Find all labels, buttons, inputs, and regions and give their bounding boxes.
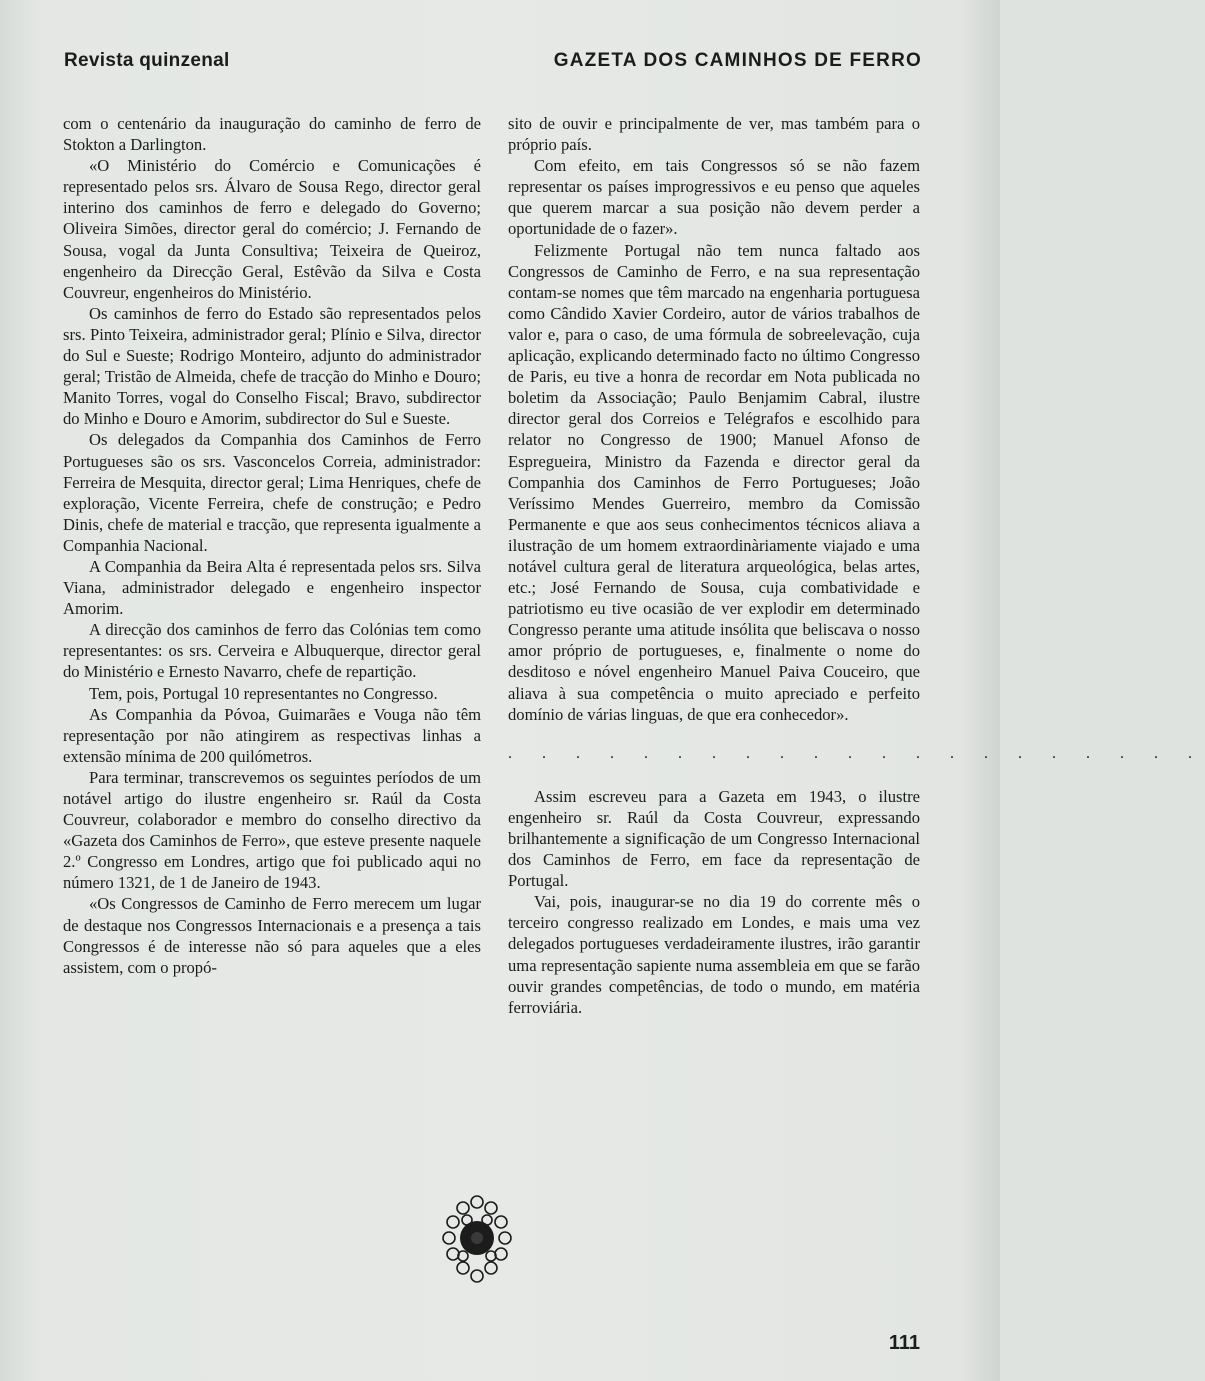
paragraph: Para terminar, transcrevemos os seguintes períodos de um notável artigo do ilustre engenheiro sr. Raúl da Costa Couvreur, colaborador e membro do conselho directivo da «Gazeta dos Caminhos de Ferro», que esteve presente naquele 2.º Congresso em Londres, artigo que foi publicado aqui no número 1321, de 1 de Janeiro de 1943. — [63, 767, 481, 893]
paragraph: As Companhia da Póvoa, Guimarães e Vouga não têm representação por não atingirem as respectivas linhas a extensão mínima de 200 quilómetros. — [63, 704, 481, 766]
section-separator: . . . . . . . . . . . . . . . . . . . . . — [508, 744, 1205, 762]
ornament-icon — [441, 1190, 513, 1290]
paragraph: Tem, pois, Portugal 10 representantes no Congresso. — [89, 683, 438, 703]
header-left-title: Revista quinzenal — [64, 50, 230, 71]
paragraph: Assim escreveu para a Gazeta em 1943, o ilustre engenheiro sr. Raúl da Costa Couvreur, expressando brilhantemente a significação de um Congresso Internacional dos Caminhos de Ferro, em face da representação de Portugal. — [508, 786, 920, 891]
paragraph: Os delegados da Companhia dos Caminhos de Ferro Portugueses são os srs. Vasconcelos Correia, administrador: Ferreira de Mesquita, director geral; Lima Henriques, chefe de exploração, Vicente Ferreira, chefe de construção; e Pedro Dinis, chefe de material e tracção, que representa igualmente a Companhia Nacional. — [63, 430, 481, 555]
paragraph: Vai, pois, inaugurar-se no dia 19 do corrente mês o terceiro congresso realizado em Londes, e mais uma vez delegados portugueses verdadeiramente ilustres, irão garantir uma representação sapiente numa assembleia em que se farão ouvir grandes competências, de todo o mundo, em matéria ferroviária. — [508, 892, 920, 1017]
header-right-title: GAZETA DOS CAMINHOS DE FERRO — [553, 50, 922, 71]
paragraph: com o centenário da inauguração do caminho de ferro de Stokton a Darlington. — [63, 114, 481, 155]
right-column — [508, 113, 1205, 1018]
left-column — [63, 113, 481, 978]
paragraph: Os caminhos de ferro do Estado são representados pelos srs. Pinto Teixeira, administrador geral; Plínio e Silva, director do Sul e Sueste; Rodrigo Monteiro, adjunto do administrador geral; Tristão de Almeida, chefe de tracção do Minho e Douro; Manito Torres, vogal do Conselho Fiscal; Bravo, subdirector do Minho e Douro e Amorim, subdirector do Sul e Sueste. — [63, 303, 481, 429]
paragraph: «Os Congressos de Caminho de Ferro merecem um lugar de destaque nos Congressos Internacionais e a presença a tais Congressos é de interesse não só para aqueles que a eles assistem, com o propó- — [63, 894, 481, 977]
page-number: 111 — [888, 1332, 920, 1354]
paragraph: Com efeito, em tais Congressos só se não fazem representar os países improgressivos e eu penso que aqueles que querem marcar a sua posição não devem perder a oportunidade de o fazer». — [508, 156, 920, 239]
paragraph: sito de ouvir e principalmente de ver, mas também para o próprio país. — [508, 114, 920, 155]
paragraph: A Companhia da Beira Alta é representada pelos srs. Silva Viana, administrador delegado e engenheiro inspector Amorim. — [63, 556, 481, 619]
paragraph: A direcção dos caminhos de ferro das Colónias tem como representantes: os srs. Cerveira e Albuquerque, director geral do Ministério e Ernesto Navarro, chefe de repartição. — [63, 620, 481, 682]
paragraph: «O Ministério do Comércio e Comunicações é representado pelos srs. Álvaro de Sousa Rego, director geral interino dos caminhos de ferro e delegado do Governo; Oliveira Simões, director geral do comércio; J. Fernando de Sousa, vogal da Junta Consultiva; Teixeira de Queiroz, engenheiro da Direcção Geral, Estêvão da Silva e Costa Couvreur, engenheiros do Ministério. — [63, 156, 481, 302]
paragraph: Felizmente Portugal não tem nunca faltado aos Congressos de Caminho de Ferro, e na sua representação contam-se nomes que têm marcado na engenharia portuguesa como Cândido Xavier Cordeiro, autor de vários trabalhos de valor e, para o caso, de uma fórmula de sobreelevação, cuja aplicação, explicando determinado facto no último Congresso de Paris, eu tive a honra de recordar em Nota publicada no boletim da Associação; Paulo Benjamim Cabral, ilustre director geral dos Correios e Telégrafos e escolhido para relator no Congresso de 1900; Manuel Afonso de Espregueira, Ministro da Fazenda e director geral da Companhia dos Caminhos de Ferro Portugueses; João Veríssimo Mendes Guerreiro, membro da Comissão Permanente e que aos seus conhecimentos técnicos aliava a ilustração de um homem extraordinàriamente viajado e uma notável cultura geral de literatura arqueológica, belas artes, etc.; José Fernando de Sousa, cuja combatividade e patriotismo eu tive ocasião de ver explodir em determinado Congresso perante uma atitude insólita que beliscava o nosso amor próprio de portugueses, e, finalmente o nome do desditoso e nóvel engenheiro Manuel Paiva Couceiro, que aliava à sua competência o muito apreciado e perfeito domínio de várias linguas, de que era conhecedor». — [508, 240, 920, 724]
